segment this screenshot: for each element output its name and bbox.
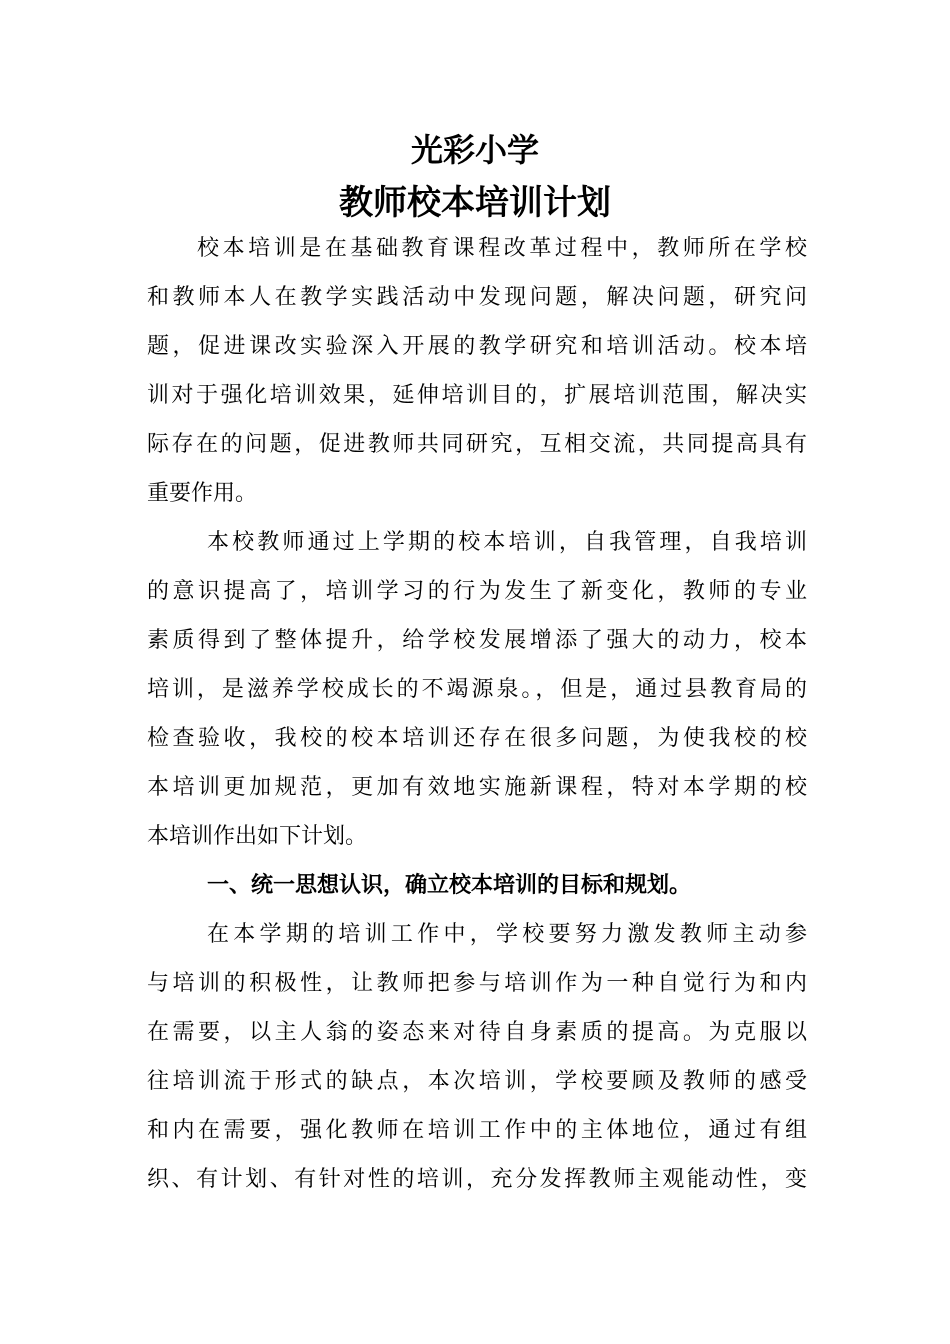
school-name: 光彩小学 [410, 131, 539, 169]
paragraph-line: 素质得到了整体提升，给学校发展增添了强大的动力，校本 [147, 628, 807, 653]
paragraph-line: 与培训的积极性，让教师把参与培训作为一种自觉行为和内 [147, 971, 807, 996]
paragraph-line: 在需要，以主人翁的姿态来对待自身素质的提高。为克服以 [147, 1020, 807, 1045]
section-heading: 一、统一思想认识，确立校本培训的目标和规划。 [207, 873, 692, 898]
paragraph-line: 本培训更加规范，更加有效地实施新课程，特对本学期的校 [147, 775, 807, 800]
paragraph-line: 本培训作出如下计划。 [147, 824, 368, 849]
paragraph-line: 题，促进课改实验深入开展的教学研究和培训活动。校本培 [147, 334, 807, 359]
paragraph-line: 培训，是滋养学校成长的不竭源泉。，但是，通过县教育局的 [147, 677, 807, 702]
document-title: 教师校本培训计划 [339, 183, 611, 223]
paragraph-section1 [147, 910, 807, 1204]
paragraph-line: 际存在的问题，促进教师共同研究，互相交流，共同提高具有 [147, 432, 807, 457]
paragraph-line: 训对于强化培训效果，延伸培训目的，扩展培训范围，解决实 [147, 383, 807, 408]
document-body [147, 224, 807, 1204]
paragraph-line: 往培训流于形式的缺点，本次培训，学校要顾及教师的感受 [147, 1069, 807, 1094]
paragraph-line: 重要作用。 [147, 481, 258, 506]
title-block [0, 128, 950, 226]
paragraph-line: 在本学期的培训工作中，学校要努力激发教师主动参 [207, 922, 807, 947]
paragraph-background [147, 518, 807, 861]
paragraph-line: 和教师本人在教学实践活动中发现问题，解决问题，研究问 [147, 285, 807, 310]
paragraph-line: 织、有计划、有针对性的培训，充分发挥教师主观能动性，变 [147, 1167, 807, 1192]
paragraph-line: 校本培训是在基础教育课程改革过程中，教师所在学校 [197, 236, 807, 261]
paragraph-line: 的意识提高了，培训学习的行为发生了新变化，教师的专业 [147, 579, 807, 604]
paragraph-line: 检查验收，我校的校本培训还存在很多问题，为使我校的校 [147, 726, 807, 751]
paragraph-line: 本校教师通过上学期的校本培训，自我管理，自我培训 [207, 530, 807, 555]
paragraph-intro [147, 224, 807, 518]
paragraph-line: 和内在需要，强化教师在培训工作中的主体地位，通过有组 [147, 1118, 807, 1143]
